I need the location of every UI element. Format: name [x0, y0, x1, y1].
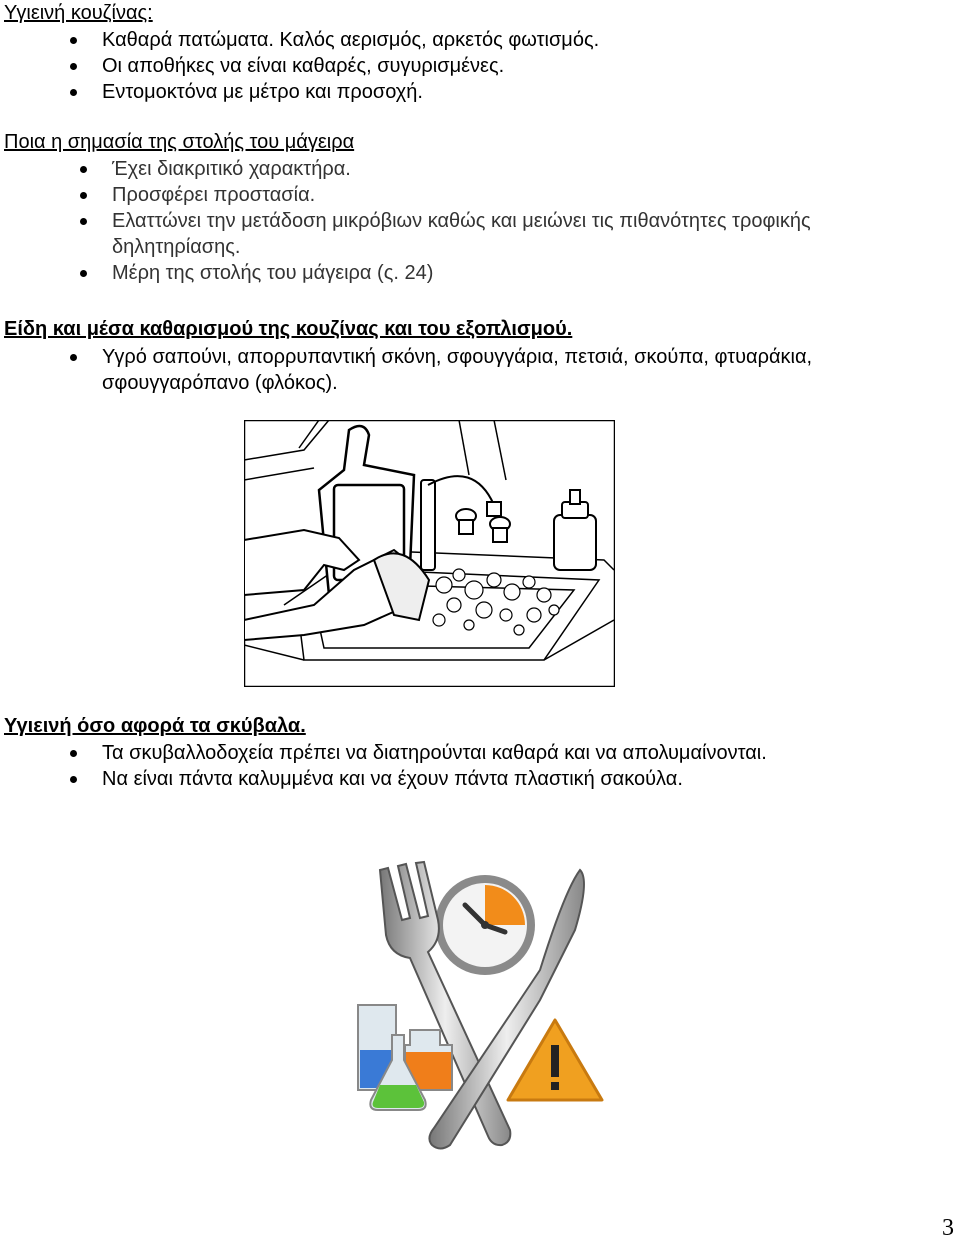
section-heading-cleaning: Είδη και μέσα καθαρισμού της κουζίνας και του εξοπλισμού.: [4, 318, 573, 340]
bullet-list-kitchen: [102, 27, 599, 105]
bullet-icon: [80, 192, 87, 199]
section-heading-kitchen-hygiene: Υγιεινή κουζίνας:: [4, 2, 153, 24]
list-item: Έχει διακριτικό χαρακτήρα.: [112, 156, 811, 182]
clock-icon: [435, 875, 535, 975]
warning-icon: [508, 1020, 602, 1100]
sink-washing-illustration: [244, 420, 615, 687]
list-item: Προσφέρει προστασία.: [112, 182, 811, 208]
bullet-icon: [80, 166, 87, 173]
list-item: Υγρό σαπούνι, απορρυπαντική σκόνη, σφουγγάρια, πετσιά, σκούπα, φτυαράκια,: [102, 344, 812, 370]
list-item: Τα σκυβαλλοδοχεία πρέπει να διατηρούνται καθαρά και να απολυμαίνονται.: [102, 740, 767, 766]
section-heading-uniform: Ποια η σημασία της στολής του μάγειρα: [4, 131, 355, 153]
bullet-icon: [70, 89, 77, 96]
list-item: Να είναι πάντα καλυμμένα και να έχουν πάντα πλαστική σακούλα.: [102, 766, 767, 792]
bullet-icon: [80, 270, 87, 277]
page-number: 3: [942, 1215, 954, 1241]
bullet-icon: [70, 37, 77, 44]
bullet-icon: [70, 354, 77, 361]
bullet-icon: [70, 63, 77, 70]
bullet-icon: [70, 750, 77, 757]
bullet-list-uniform: [112, 156, 811, 286]
list-item: Εντομοκτόνα με μέτρο και προσοχή.: [102, 79, 599, 105]
list-item: Μέρη της στολής του μάγειρα (ς. 24): [112, 260, 811, 286]
bullet-list-waste: [102, 740, 767, 792]
bullet-icon: [70, 776, 77, 783]
list-item-continuation: δηλητηρίασης.: [112, 236, 241, 258]
section-heading-waste: Υγιεινή όσο αφορά τα σκύβαλα.: [4, 715, 306, 737]
list-item: Οι αποθήκες να είναι καθαρές, συγυρισμένες.: [102, 53, 599, 79]
bullet-list-cleaning: [102, 344, 812, 396]
list-item-continuation: σφουγγαρόπανο (φλόκος).: [102, 372, 338, 394]
list-item: Καθαρά πατώματα. Καλός αερισμός, αρκετός φωτισμός.: [102, 27, 599, 53]
bullet-icon: [80, 218, 87, 225]
list-item: Ελαττώνει την μετάδοση μικρόβιων καθώς και μειώνει τις πιθανότητες τροφικής: [112, 208, 811, 234]
cutlery-clock-warning-illustration: [340, 860, 620, 1150]
